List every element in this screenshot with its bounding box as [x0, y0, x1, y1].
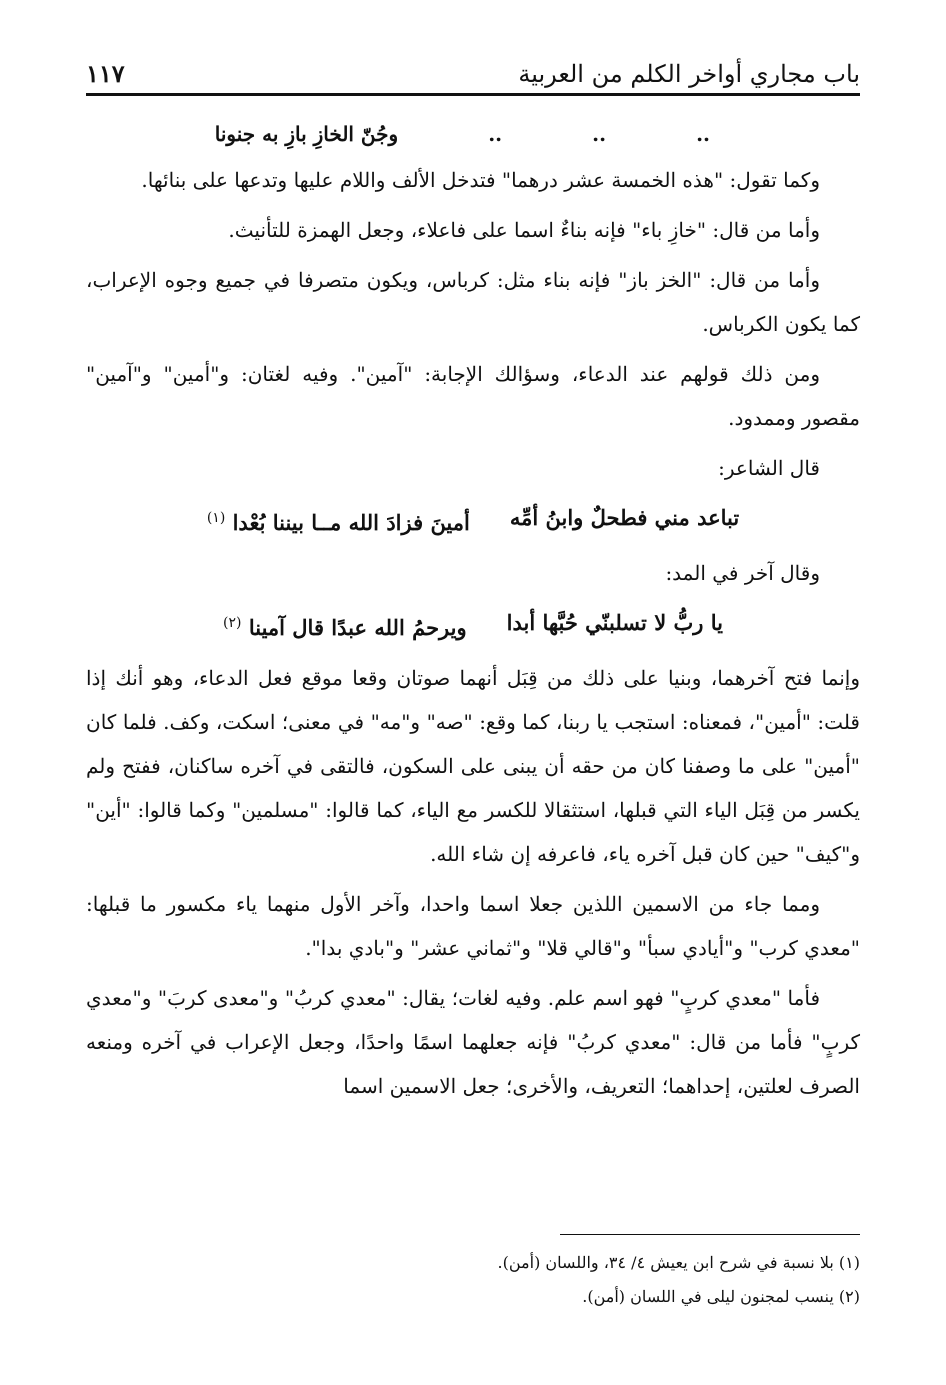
paragraph: وأما من قال: "خازِ باء" فإنه بناءٌ اسما على فاعلاء، وجعل الهمزة للتأنيث.	[228, 218, 820, 242]
verse-top-text: وجُنّ الخازِ بازِ به جنونا	[214, 122, 399, 146]
ellipsis-mark: ..	[488, 122, 503, 146]
footnote-marker: (٢)	[223, 615, 242, 631]
header-rule	[86, 93, 860, 96]
ellipsis-mark: ..	[592, 122, 607, 146]
verse-2-first-hemistich: يا ربُّ لا تسلبنّي حُبَّها أبدا	[506, 610, 723, 635]
poet-intro: قال الشاعر:	[718, 456, 820, 480]
page-number: ١١٧	[86, 59, 125, 88]
footnote-marker: (١)	[206, 510, 226, 526]
running-header	[86, 44, 860, 88]
footnote: (١) بلا نسبة في شرح ابن يعيش ٤/ ٣٤، واللسان (أمن).	[497, 1253, 860, 1272]
main-text	[86, 112, 860, 1114]
ellipsis-mark: ..	[696, 122, 710, 146]
verse-1-first-hemistich: تباعد مني فطحلٌ وابنُ أمِّه	[509, 505, 740, 530]
verse-2	[86, 601, 860, 650]
verse-2-second-hemistich: ويرحمُ الله عبدًا قال آمينا	[248, 615, 467, 640]
footnotes	[86, 1246, 860, 1314]
paragraph: وكما تقول: "هذه الخمسة عشر درهما" فتدخل الألف واللام عليها وتدعها على بنائها.	[141, 168, 820, 192]
paragraph: وأما من قال: "الخز باز" فإنه بناء مثل: كرباس، ويكون متصرفا في جميع وجوه الإعراب، كما يكون الكرباس.	[86, 268, 860, 336]
verse-1-second-hemistich: أمينَ فزادَ الله مــا بيننا بُعْدا	[232, 510, 470, 535]
paragraph: ومما جاء من الاسمين اللذين جعلا اسما واحدا، وآخر الأول منهما ياء مكسور ما قبلها: "معدي كرب" و"أيادي سبأ" و"قالي قلا" و"ثماني عشر" و"بادي بدا".	[86, 892, 860, 960]
footnote-rule	[560, 1234, 860, 1235]
paragraph: ومن ذلك قولهم عند الدعاء، وسؤالك الإجابة: "آمين". وفيه لغتان: و"أمين" و"آمين" مقصور وممدود.	[86, 362, 860, 430]
header-title: باب مجاري أواخر الكلم من العربية	[518, 60, 860, 88]
other-intro: وقال آخر في المد:	[665, 561, 820, 585]
verse-top	[86, 112, 710, 156]
paragraph: فأما "معدي كربٍ" فهو اسم علم. وفيه لغات؛ يقال: "معدي كربُ" و"معدى كربَ" و"معدي كربٍ" فأما من قال: "معدي كربُ" فإنه جعلهما اسمًا واحدًا، وجعل الإعراب في آخره ومنعه الصرف لعلتين، إحداهما؛ التعريف، والأخرى؛ جعل الاسمين اسما	[86, 986, 860, 1098]
footnote: (٢) ينسب لمجنون ليلى في اللسان (أمن).	[582, 1287, 860, 1306]
paragraph: وإنما فتح آخرهما، وبنيا على ذلك من قِبَل أنهما صوتان وقعا موقع فعل الدعاء، وهو أنك إذا قلت: "أمين"، فمعناه: استجب يا ربنا، كما وقع: "صه" و"مه" في معنى؛ اسكت، وكف. فلما كان "أمين" على ما وصفنا كان من حقه أن يبنى على السكون، فالتقى في آخره ساكنان، ففتح ولم يكسر من قِبَل الياء التي قبلها، استثقالا للكسر مع الياء، كما قالوا: "مسلمين" وكما قالوا: "أين" و"كيف" حين كان قبل آخره ياء، فاعرفه إن شاء الله.	[86, 666, 860, 866]
verse-1	[86, 496, 860, 545]
